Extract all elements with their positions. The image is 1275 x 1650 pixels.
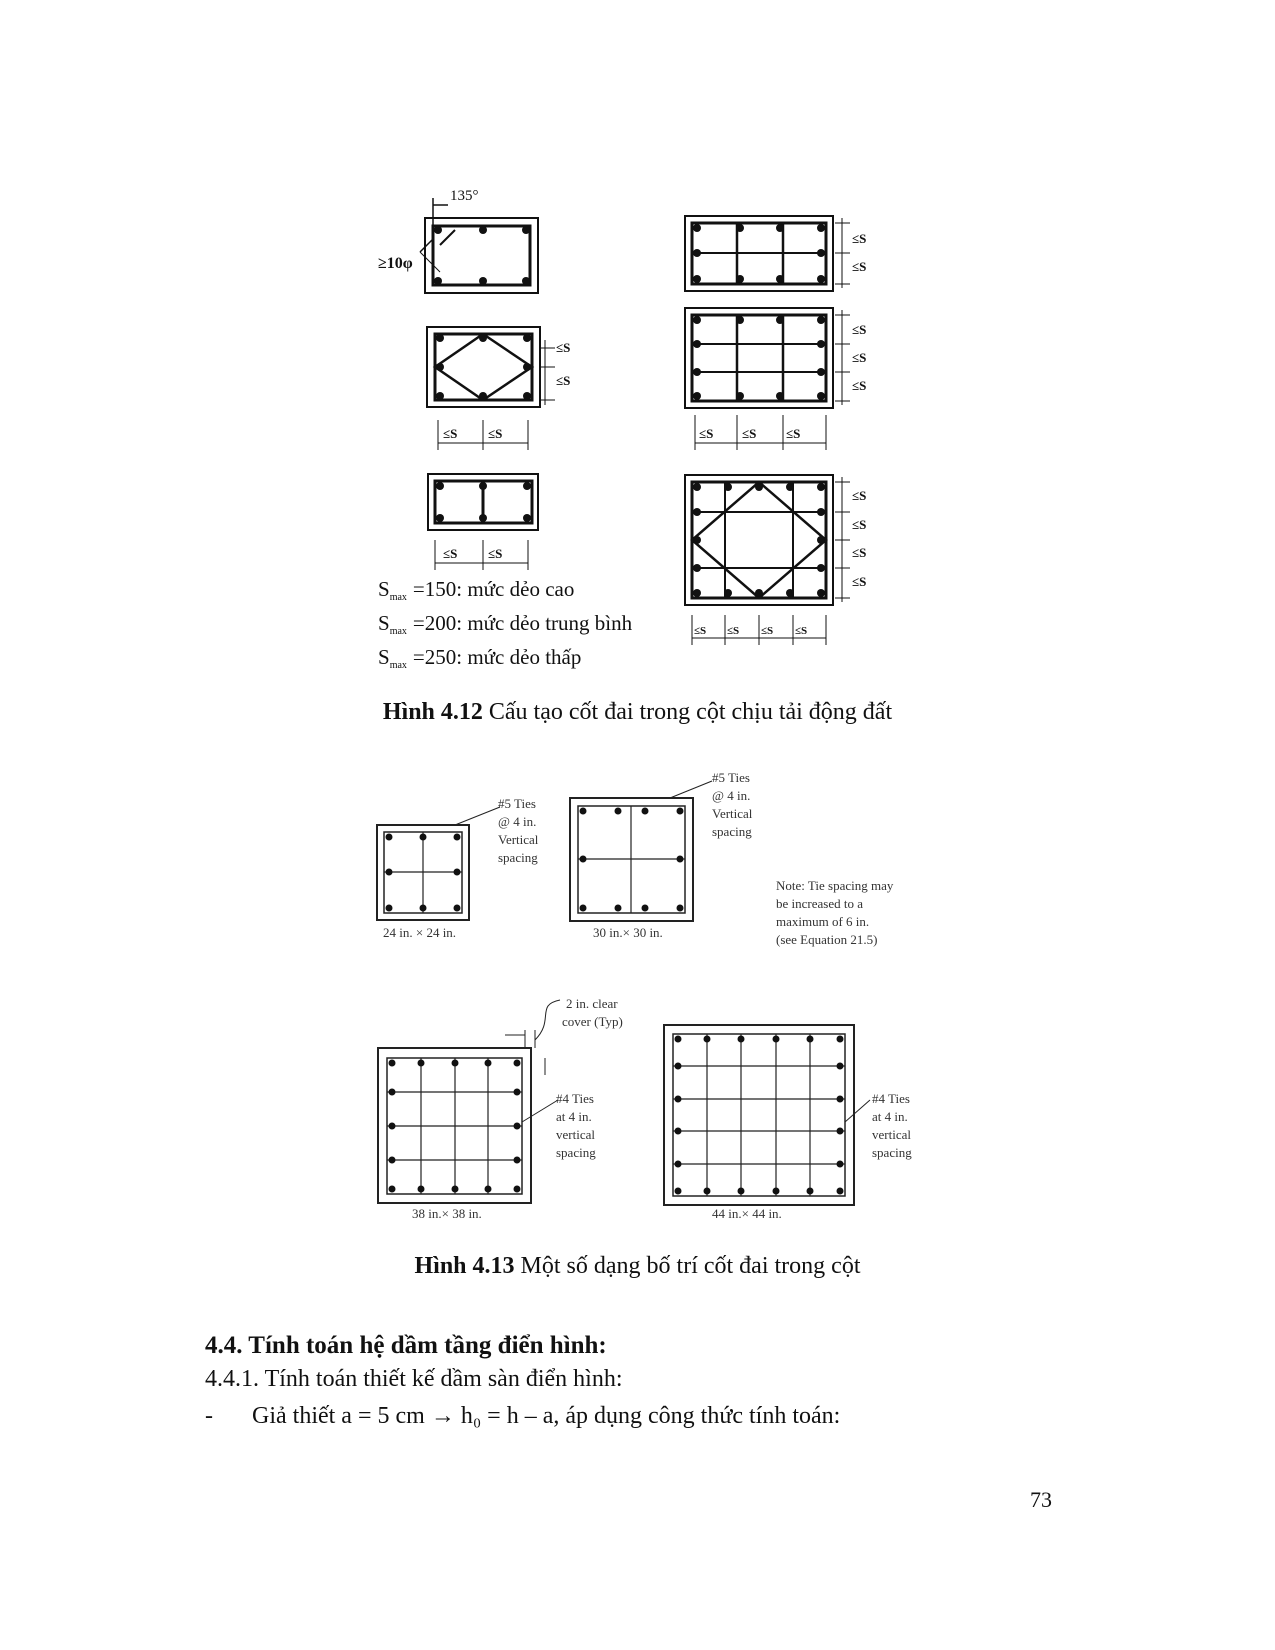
spacing-label: ≤S	[488, 546, 503, 561]
spacing-label: ≤S	[852, 259, 867, 274]
ties4-callout-b	[872, 1091, 912, 1160]
legend-text: =250: mức dẻo thấp	[412, 645, 582, 669]
spacing-label: ≤S	[852, 231, 867, 246]
callout-line: at 4 in.	[872, 1109, 908, 1124]
ties5-callout-a	[498, 796, 539, 865]
section-heading: 4.4. Tính toán hệ dầm tầng điển hình:	[205, 1332, 607, 1359]
spacing-label: ≤S	[694, 625, 707, 637]
note-line: Note: Tie spacing may	[776, 878, 894, 893]
spacing-label: ≤S	[852, 574, 867, 589]
spacing-label: ≤S	[443, 426, 458, 441]
dimension-label-44: 44 in.× 44 in.	[712, 1206, 782, 1221]
dimension-label-24: 24 in. × 24 in.	[383, 925, 457, 940]
legend-s: S	[378, 577, 390, 601]
ties5-callout-b	[712, 770, 753, 839]
ties4-callout-a	[556, 1091, 596, 1160]
callout-line: cover (Typ)	[562, 1014, 623, 1029]
caption-text: Một số dạng bố trí cốt đai trong cột	[514, 1253, 861, 1279]
page-number: 73	[1030, 1487, 1052, 1512]
callout-line: spacing	[556, 1145, 596, 1160]
figure-4-12-drawing	[0, 0, 1275, 700]
legend-sub: max	[389, 592, 407, 603]
spacing-label: ≤S	[761, 625, 774, 637]
bullet-text: Giả thiết a = 5 cm → h₀ = h – a, áp dụng công thức tính toán:	[252, 1403, 841, 1429]
callout-line: Vertical	[498, 832, 539, 847]
bullet-marker: -	[205, 1403, 213, 1429]
spacing-label: ≤S	[727, 625, 740, 637]
legend-text: =150: mức dẻo cao	[412, 577, 575, 601]
callout-line: at 4 in.	[556, 1109, 592, 1124]
figure-4-13-caption	[0, 1253, 1275, 1280]
note-line: (see Equation 21.5)	[776, 932, 878, 947]
tie-spacing-note	[776, 878, 894, 947]
callout-line: vertical	[556, 1127, 595, 1142]
legend-sub: max	[389, 660, 407, 671]
spacing-label: ≤S	[786, 426, 801, 441]
svg-text:Smax=250: mức dẻo thấp	[378, 645, 581, 671]
clear-cover-callout	[562, 996, 623, 1029]
callout-line: 2 in. clear	[566, 996, 618, 1011]
callout-line: #5 Ties	[498, 796, 536, 811]
callout-line: spacing	[498, 850, 538, 865]
figure-4-13-drawing	[0, 760, 1275, 1260]
svg-text:Smax=200: mức dẻo trung bình	[378, 611, 633, 637]
spacing-label: ≤S	[852, 517, 867, 532]
callout-line: @ 4 in.	[712, 788, 751, 803]
callout-line: spacing	[872, 1145, 912, 1160]
legend-s: S	[378, 611, 390, 635]
spacing-label: ≤S	[742, 426, 757, 441]
spacing-label: ≤S	[852, 378, 867, 393]
callout-line: spacing	[712, 824, 752, 839]
smax-legend	[378, 577, 633, 671]
spacing-label: ≤S	[699, 426, 714, 441]
callout-line: #4 Ties	[556, 1091, 594, 1106]
spacing-label: ≤S	[852, 488, 867, 503]
callout-line: #5 Ties	[712, 770, 750, 785]
spacing-label: ≤S	[852, 350, 867, 365]
caption-number: Hình 4.12	[382, 699, 483, 725]
dimension-label-30: 30 in.× 30 in.	[593, 925, 663, 940]
hook-label: ≥10φ	[378, 255, 413, 272]
callout-line: vertical	[872, 1127, 911, 1142]
subsection-heading: 4.4.1. Tính toán thiết kế dầm sàn điển hình:	[205, 1366, 623, 1392]
spacing-label: ≤S	[852, 545, 867, 560]
spacing-label: ≤S	[488, 426, 503, 441]
note-line: be increased to a	[776, 896, 863, 911]
legend-sub: max	[389, 626, 407, 637]
legend-s: S	[378, 645, 390, 669]
svg-text:Smax=150: mức dẻo cao	[378, 577, 574, 603]
spacing-label: ≤S	[852, 322, 867, 337]
legend-text: =200: mức dẻo trung bình	[412, 611, 633, 635]
callout-line: Vertical	[712, 806, 753, 821]
dimension-label-38: 38 in.× 38 in.	[412, 1206, 482, 1221]
spacing-label: ≤S	[443, 546, 458, 561]
angle-label: 135°	[450, 188, 479, 204]
caption-number: Hình 4.13	[414, 1253, 515, 1279]
figure-4-12-caption	[0, 699, 1275, 726]
note-line: maximum of 6 in.	[776, 914, 870, 929]
callout-line: #4 Ties	[872, 1091, 910, 1106]
spacing-label: ≤S	[795, 625, 808, 637]
callout-line: @ 4 in.	[498, 814, 537, 829]
spacing-label: ≤S	[556, 340, 571, 355]
spacing-label: ≤S	[556, 373, 571, 388]
caption-text: Cấu tạo cốt đai trong cột chịu tải động đất	[482, 699, 893, 725]
